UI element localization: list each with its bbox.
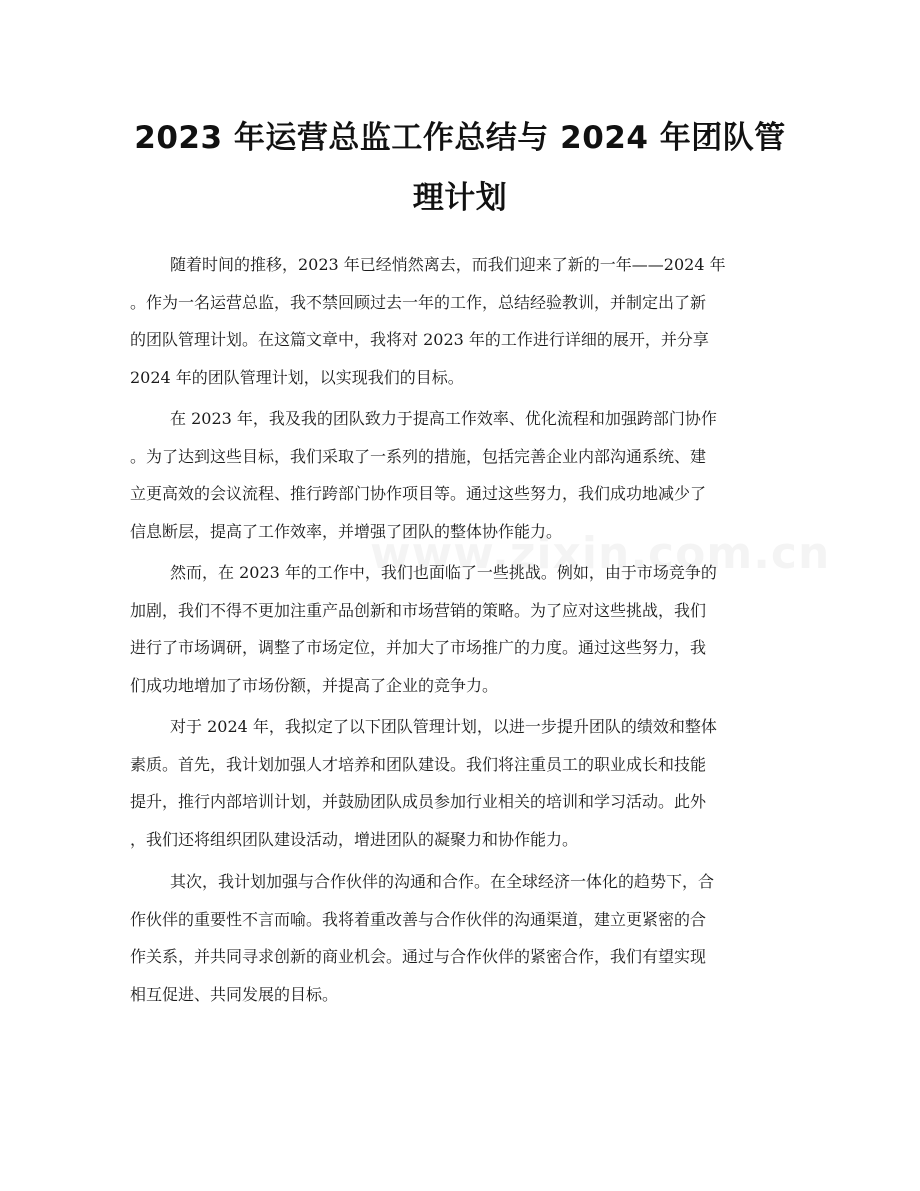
paragraph-line: 2024 年的团队管理计划，以实现我们的目标。 <box>130 367 464 387</box>
paragraph-line: 相互促进、共同发展的目标。 <box>130 984 339 1004</box>
paragraph-line: 对于 2024 年，我拟定了以下团队管理计划，以进一步提升团队的绩效和整体 <box>170 717 717 736</box>
paragraph-line: 加剧，我们不得不更加注重产品创新和市场营销的策略。为了应对这些挑战，我们 <box>130 600 707 620</box>
paragraph-3 <box>130 561 790 711</box>
paragraph-line: 其次，我计划加强与合作伙伴的沟通和合作。在全球经济一体化的趋势下，合 <box>170 872 715 891</box>
paragraph-line: 作关系，并共同寻求创新的商业机会。通过与合作伙伴的紧密合作，我们有望实现 <box>130 947 707 966</box>
paragraph-line: 随着时间的推移，2023 年已经悄然离去，而我们迎来了新的一年——2024 年 <box>170 255 726 274</box>
paragraph-line: 在 2023 年，我及我的团队致力于提高工作效率、优化流程和加强跨部门协作 <box>170 409 717 428</box>
paragraph-line: 信息断层，提高了工作效率，并增强了团队的整体协作能力。 <box>130 521 563 541</box>
paragraph-line: 然而，在 2023 年的工作中，我们也面临了一些挑战。例如，由于市场竞争的 <box>170 563 717 582</box>
paragraph-line: 作伙伴的重要性不言而喻。我将着重改善与合作伙伴的沟通渠道，建立更紧密的合 <box>130 909 707 929</box>
document-title-line-2: 理计划 <box>412 180 508 216</box>
paragraph-line: 立更高效的会议流程、推行跨部门协作项目等。通过这些努力，我们成功地减少了 <box>130 484 707 503</box>
paragraph-line: 的团队管理计划。在这篇文章中，我将对 2023 年的工作进行详细的展开，并分享 <box>130 330 709 349</box>
paragraph-line: 素质。首先，我计划加强人才培养和团队建设。我们将注重员工的职业成长和技能 <box>130 754 707 774</box>
paragraph-5 <box>130 870 790 1020</box>
paragraph-2 <box>130 407 790 557</box>
paragraph-line: 。作为一名运营总监，我不禁回顾过去一年的工作，总结经验教训，并制定出了新 <box>130 292 707 312</box>
paragraph-line: ，我们还将组织团队建设活动，增进团队的凝聚力和协作能力。 <box>130 829 579 849</box>
paragraph-line: 提升，推行内部培训计划，并鼓励团队成员参加行业相关的培训和学习活动。此外 <box>130 792 707 811</box>
paragraph-line: 们成功地增加了市场份额，并提高了企业的竞争力。 <box>130 675 499 695</box>
document-title-line-1: 2023 年运营总监工作总结与 2024 年团队管 <box>134 120 786 156</box>
paragraph-line: 。为了达到这些目标，我们采取了一系列的措施，包括完善企业内部沟通系统、建 <box>130 446 707 466</box>
paragraph-4 <box>130 715 790 865</box>
paragraph-1 <box>130 253 790 403</box>
paragraph-line: 进行了市场调研，调整了市场定位，并加大了市场推广的力度。通过这些努力，我 <box>130 638 707 657</box>
